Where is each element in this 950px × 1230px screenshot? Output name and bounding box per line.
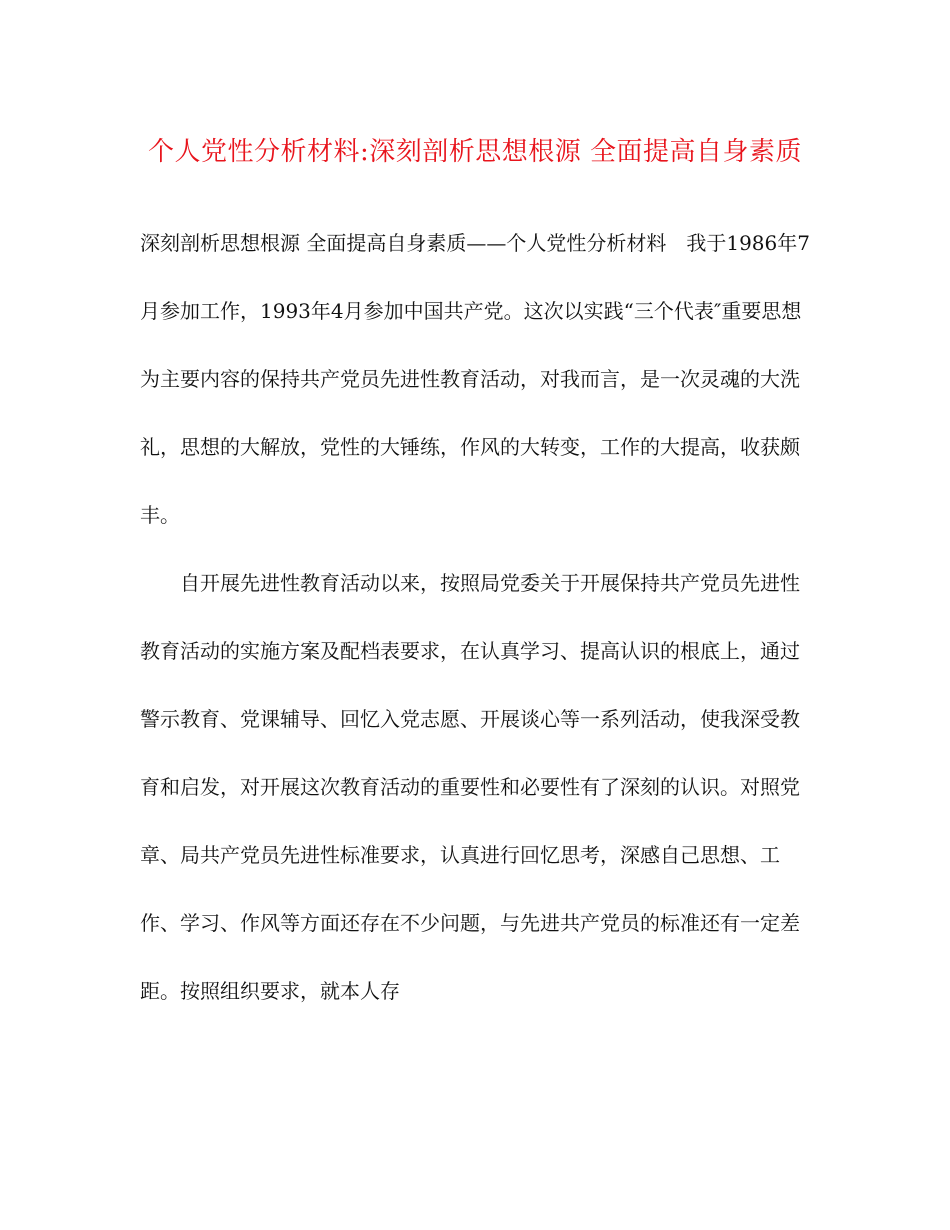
document-body: [140, 209, 810, 1025]
body-paragraph-2: 自开展先进性教育活动以来，按照局党委关于开展保持共产党员先进性教育活动的实施方案及配档表要求，在认真学习、提高认识的根底上，通过警示教育、党课辅导、回忆入党志愿、开展谈心等一系列活动，使我深受教育和启发，对开展这次教育活动的重要性和必要性有了深刻的认识。对照党章、局共产党员先进性标准要求，认真进行回忆思考，深感自己思想、工作、学习、作风等方面还存在不少问题，与先进共产党员的标准还有一定差距。按照组织要求，就本人存: [140, 571, 800, 1003]
document-title: 个人党性分析材料:深刻剖析思想根源 全面提高自身素质: [147, 137, 803, 167]
body-paragraph-1: 深刻剖析思想根源 全面提高自身素质——个人党性分析材料 我于1986年7月参加工作，1993年4月参加中国共产党。这次以实践“三个代表″重要思想为主要内容的保持共产党员先进性教育活动，对我而言，是一次灵魂的大洗礼，思想的大解放，党性的大锤练，作风的大转变，工作的大提高，收获颇丰。: [140, 231, 810, 527]
